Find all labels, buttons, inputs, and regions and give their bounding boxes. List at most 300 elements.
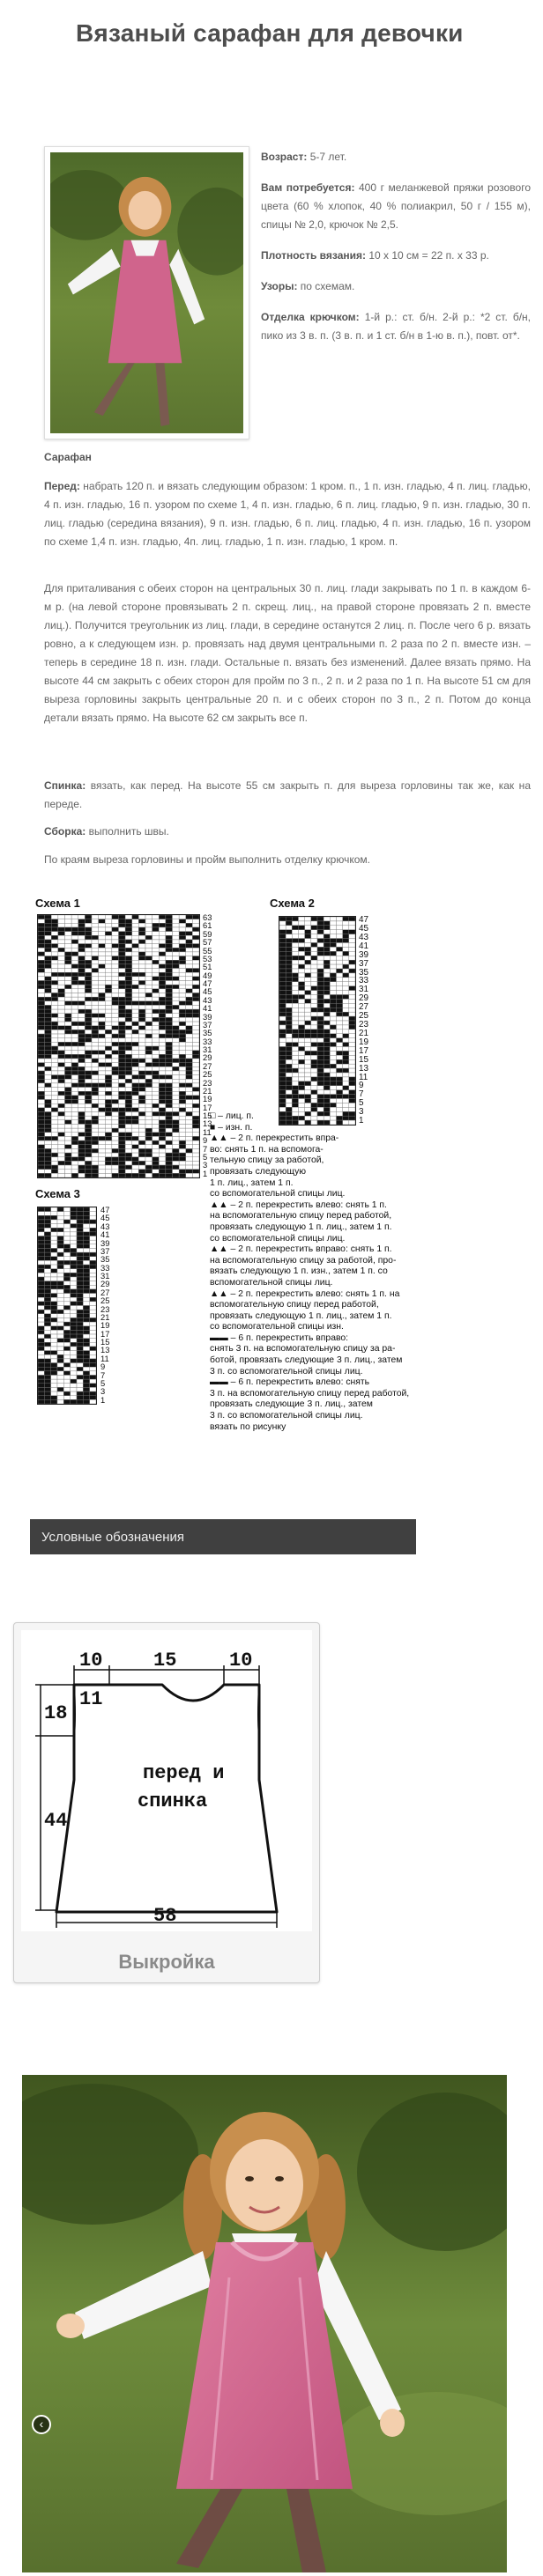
grid-cell [159,1017,166,1022]
grid-cell [90,1289,96,1294]
grid-cell [132,923,139,927]
grid-cell [51,1030,58,1034]
knitting-schemes[interactable] [30,897,416,1432]
grid-cell [125,1063,132,1067]
grid-cell [159,1124,166,1128]
grid-cell [324,934,330,939]
grid-cell [192,1054,199,1059]
grid-cell [112,1124,119,1128]
grid-cell [299,1077,305,1081]
grid-cell [45,977,52,981]
grid-cell [71,993,78,997]
grid-cell [166,1173,173,1177]
grid-cell [51,1306,57,1310]
grid-cell [105,1140,112,1145]
grid-cell [173,952,180,956]
grid-cell [125,972,132,977]
grid-cell [105,1170,112,1174]
grid-cell [90,1297,96,1302]
grid-cell [337,1043,343,1047]
grid-cell [57,1354,63,1359]
grid-cell [192,1100,199,1104]
row-number: 51 [203,963,212,972]
grid-cell [58,935,65,940]
grid-cell [132,1009,139,1014]
grid-cell [152,956,160,961]
grid-cell [337,1047,343,1052]
grid-cell [299,1099,305,1103]
grid-cell [279,982,286,986]
grid-cell [44,1387,50,1391]
grid-cell [192,1165,199,1170]
grid-cell [83,1277,89,1281]
legend-line: 3 п. на вспомогательную спицу перед работой, [210,1388,410,1399]
grid-cell [349,1025,355,1030]
grid-cell [186,1022,193,1026]
grid-cell [152,1067,160,1071]
grid-cell [112,977,119,981]
grid-cell [90,1347,96,1351]
grid-cell [292,1043,298,1047]
grid-cell [105,1173,112,1177]
grid-cell [324,1003,330,1008]
grid-cell [324,969,330,973]
grid-cell [179,1133,186,1137]
grid-cell [38,997,45,1001]
grid-cell [51,1334,57,1339]
grid-cell [105,1051,112,1055]
row-number: 9 [359,1081,364,1091]
grid-cell [65,1071,72,1075]
grid-cell [311,1073,317,1077]
grid-cell [192,927,199,932]
grid-cell [78,1103,86,1108]
grid-cell [44,1375,50,1379]
grid-cell [71,1252,77,1257]
grid-cell [85,1005,92,1009]
grid-cell [57,1306,63,1310]
grid-cell [119,952,126,956]
grid-cell [58,1096,65,1100]
main-photo[interactable] [22,2075,507,2572]
grid-cell [85,935,92,940]
grid-cell [145,969,152,973]
grid-cell [78,981,86,985]
grid-cell [58,1075,65,1080]
grid-cell [92,1014,99,1018]
grid-cell [57,1244,63,1249]
grid-cell [112,915,119,919]
grid-cell [63,1375,70,1379]
grid-cell [71,1026,78,1030]
row-number: 9 [203,1136,208,1146]
grid-cell [119,1034,126,1038]
grid-cell [77,1399,83,1404]
grid-cell [186,1079,193,1083]
grid-cell [192,972,199,977]
grid-cell [99,1133,106,1137]
grid-cell [337,1090,343,1095]
grid-cell [299,956,305,960]
grid-cell [38,985,45,989]
grid-cell [179,1051,186,1055]
grid-cell [38,1116,45,1120]
grid-cell [166,1051,173,1055]
grid-cell [85,948,92,952]
grid-cell [159,1071,166,1075]
grid-cell [119,1054,126,1059]
row-number: 5 [203,1152,208,1162]
grid-cell [90,1330,96,1334]
grid-cell [78,969,86,973]
grid-cell [337,1012,343,1016]
grid-cell [279,1095,286,1099]
grid-cell [71,1334,77,1339]
grid-cell [186,1161,193,1165]
grid-cell [99,1112,106,1117]
grid-cell [292,1038,298,1043]
grid-cell [105,1108,112,1112]
row-number: 3 [359,1107,364,1118]
grid-cell [145,960,152,964]
grid-cell [166,952,173,956]
grid-cell [90,1236,96,1241]
grid-cell [57,1260,63,1265]
grid-cell [57,1294,63,1298]
dim-side-top: 18 [44,1702,68,1724]
grid-cell [112,981,119,985]
grid-cell [92,1108,99,1112]
grid-cell [311,1095,317,1099]
grid-cell [57,1347,63,1351]
grid-cell [343,1086,349,1090]
grid-cell [192,1148,199,1153]
grid-cell [330,1016,336,1021]
grid-cell [145,1161,152,1165]
grid-cell [349,951,355,956]
grid-cell [317,1086,324,1090]
grid-cell [112,1079,119,1083]
grid-cell [337,995,343,1000]
grid-cell [125,993,132,997]
grid-cell [152,1165,160,1170]
grid-cell [105,1034,112,1038]
grid-cell [78,1136,86,1140]
grid-cell [145,1034,152,1038]
grid-cell [77,1371,83,1376]
grid-cell [71,1354,77,1359]
grid-cell [119,969,126,973]
grid-cell [330,1047,336,1052]
grid-cell [51,1108,58,1112]
grid-cell [192,935,199,940]
grid-cell [292,1030,298,1034]
grid-cell [152,1153,160,1157]
grid-cell [105,1112,112,1117]
row-number: 41 [203,1004,212,1014]
grid-cell [138,1022,145,1026]
grid-cell [78,1153,86,1157]
grid-cell [330,1103,336,1107]
grid-cell [311,978,317,982]
grid-cell [138,972,145,977]
row-number: 23 [100,1304,110,1314]
legend-line: провязать следующую 1 п. лиц., затем 1 п. [210,1310,392,1321]
grid-cell [51,1302,57,1306]
grid-cell [125,1067,132,1071]
grid-cell [78,1173,86,1177]
grid-cell [186,1108,193,1112]
grid-cell [51,1157,58,1162]
grid-cell [186,1165,193,1170]
grid-cell [92,964,99,969]
grid-cell [65,919,72,924]
grid-cell [85,981,92,985]
grid-cell [78,985,86,989]
grid-cell [63,1399,70,1404]
grid-cell [83,1367,89,1371]
grid-cell [349,1055,355,1059]
grid-cell [159,1165,166,1170]
grid-cell [83,1207,89,1212]
grid-cell [132,1014,139,1018]
grid-cell [317,978,324,982]
row-number: 39 [203,1012,212,1022]
legend-line: провязать следующую 1 п. лиц., затем 1 п. [210,1222,392,1232]
grid-cell [78,1005,86,1009]
grid-cell [192,932,199,936]
grid-cell [58,1054,65,1059]
grid-cell [343,1077,349,1081]
grid-cell [45,1083,52,1088]
grid-cell [38,915,45,919]
grid-cell [192,1116,199,1120]
grid-cell [51,1285,57,1289]
grid-cell [83,1220,89,1224]
grid-cell [299,1038,305,1043]
grid-cell [78,1063,86,1067]
grid-cell [173,1088,180,1092]
grid-cell [51,1265,57,1269]
grid-cell [159,972,166,977]
grid-cell [173,1075,180,1080]
grid-cell [38,1153,45,1157]
grid-cell [179,1112,186,1117]
grid-cell [330,947,336,951]
grid-cell [138,1100,145,1104]
pattern-card[interactable] [13,1622,320,1983]
grid-cell [173,927,180,932]
grid-cell [85,956,92,961]
grid-cell [112,940,119,944]
grid-cell [166,1022,173,1026]
row-number: 17 [203,1103,212,1112]
grid-cell [311,982,317,986]
grid-cell [292,1081,298,1086]
grid-cell [305,1068,311,1073]
row-number: 63 [203,913,212,922]
grid-cell [45,1140,52,1145]
grid-cell [299,1068,305,1073]
grid-cell [51,1116,58,1120]
grid-cell [192,923,199,927]
grid-cell [125,1120,132,1125]
grid-cell [57,1248,63,1252]
grid-cell [38,1273,44,1277]
grid-cell [71,1379,77,1384]
grid-cell [92,1140,99,1145]
grid-cell [83,1252,89,1257]
scheme2-row-numbers [359,916,380,1126]
grid-cell [186,1005,193,1009]
grid-cell [305,934,311,939]
grid-cell [85,1088,92,1092]
grid-cell [152,989,160,993]
grid-cell [45,1038,52,1043]
grid-cell [330,1086,336,1090]
grid-cell [279,1008,286,1012]
grid-cell [138,919,145,924]
grid-cell [58,932,65,936]
grid-cell [65,1100,72,1104]
grid-cell [179,948,186,952]
grid-cell [159,1100,166,1104]
grid-cell [99,1173,106,1177]
grid-cell [192,1153,199,1157]
legend-line: на вспомогательную спицу перед работой, [210,1211,392,1222]
grid-cell [57,1224,63,1229]
grid-cell [138,1124,145,1128]
grid-cell [44,1240,50,1244]
grid-cell [38,1277,44,1281]
grid-cell [279,934,286,939]
grid-cell [330,999,336,1003]
grid-cell [305,969,311,973]
row-number: 11 [359,1072,368,1082]
grid-cell [286,1077,292,1081]
grid-cell [145,956,152,961]
grid-cell [292,973,298,978]
grid-cell [132,960,139,964]
grid-cell [119,932,126,936]
grid-cell [119,1136,126,1140]
row-number: 21 [203,1086,212,1096]
grid-cell [38,1173,45,1177]
grid-cell [286,960,292,964]
grid-cell [166,960,173,964]
grid-cell [299,991,305,995]
grid-cell [152,1005,160,1009]
grid-cell [343,1059,349,1064]
grid-cell [132,944,139,948]
grid-cell [38,1342,44,1347]
grid-cell [71,1306,77,1310]
grid-cell [77,1351,83,1355]
grid-cell [173,1054,180,1059]
thumbnail-photo[interactable] [44,146,249,439]
grid-cell [105,1157,112,1162]
grid-cell [292,1077,298,1081]
grid-cell [38,1136,45,1140]
grid-cell [78,923,86,927]
grid-cell [71,1005,78,1009]
grid-cell [58,940,65,944]
grid-cell [311,960,317,964]
grid-cell [45,981,52,985]
grid-cell [279,917,286,921]
grid-cell [119,1133,126,1137]
grid-cell [179,1165,186,1170]
grid-cell [51,972,58,977]
grid-cell [152,1071,160,1075]
grid-cell [45,940,52,944]
grid-cell [173,1165,180,1170]
grid-cell [105,927,112,932]
grid-cell [173,969,180,973]
grid-cell [71,1009,78,1014]
grid-cell [99,1017,106,1022]
grid-cell [186,1042,193,1046]
grid-cell [179,1140,186,1145]
grid-cell [77,1363,83,1368]
grid-cell [317,1077,324,1081]
grid-cell [119,944,126,948]
grid-cell [99,919,106,924]
grid-cell [186,1067,193,1071]
grid-cell [71,1273,77,1277]
grid-cell [65,1014,72,1018]
grid-cell [311,995,317,1000]
grid-cell [305,1090,311,1095]
grid-cell [105,1063,112,1067]
legend-line: ▬▬ – 6 п. перекрестить вправо: [210,1332,349,1343]
grid-cell [337,943,343,948]
grid-cell [145,1116,152,1120]
grid-cell [92,989,99,993]
grid-cell [159,1128,166,1133]
grid-cell [343,1095,349,1099]
grid-cell [186,1100,193,1104]
grid-cell [51,1136,58,1140]
pattern-label-2: спинка [138,1790,208,1812]
grid-cell [71,1161,78,1165]
grid-cell [51,1367,57,1371]
grid-cell [138,1096,145,1100]
grid-cell [112,1133,119,1137]
grid-cell [44,1244,50,1249]
grid-cell [317,1038,324,1043]
grid-cell [132,1140,139,1145]
grid-cell [105,1145,112,1149]
grid-cell [71,1269,77,1273]
grid-cell [324,947,330,951]
grid-cell [132,915,139,919]
scheme2-label: Схема 2 [270,897,315,910]
grid-cell [152,1128,160,1133]
grid-cell [337,978,343,982]
grid-cell [311,1077,317,1081]
grid-cell [166,1046,173,1051]
grid-cell [65,1091,72,1096]
grid-cell [145,1030,152,1034]
grid-cell [159,985,166,989]
grid-cell [71,964,78,969]
grid-cell [311,1043,317,1047]
gallery-prev-button[interactable]: ‹ [32,2415,51,2434]
grid-cell [159,1067,166,1071]
grid-cell [38,1257,44,1261]
grid-cell [78,1017,86,1022]
